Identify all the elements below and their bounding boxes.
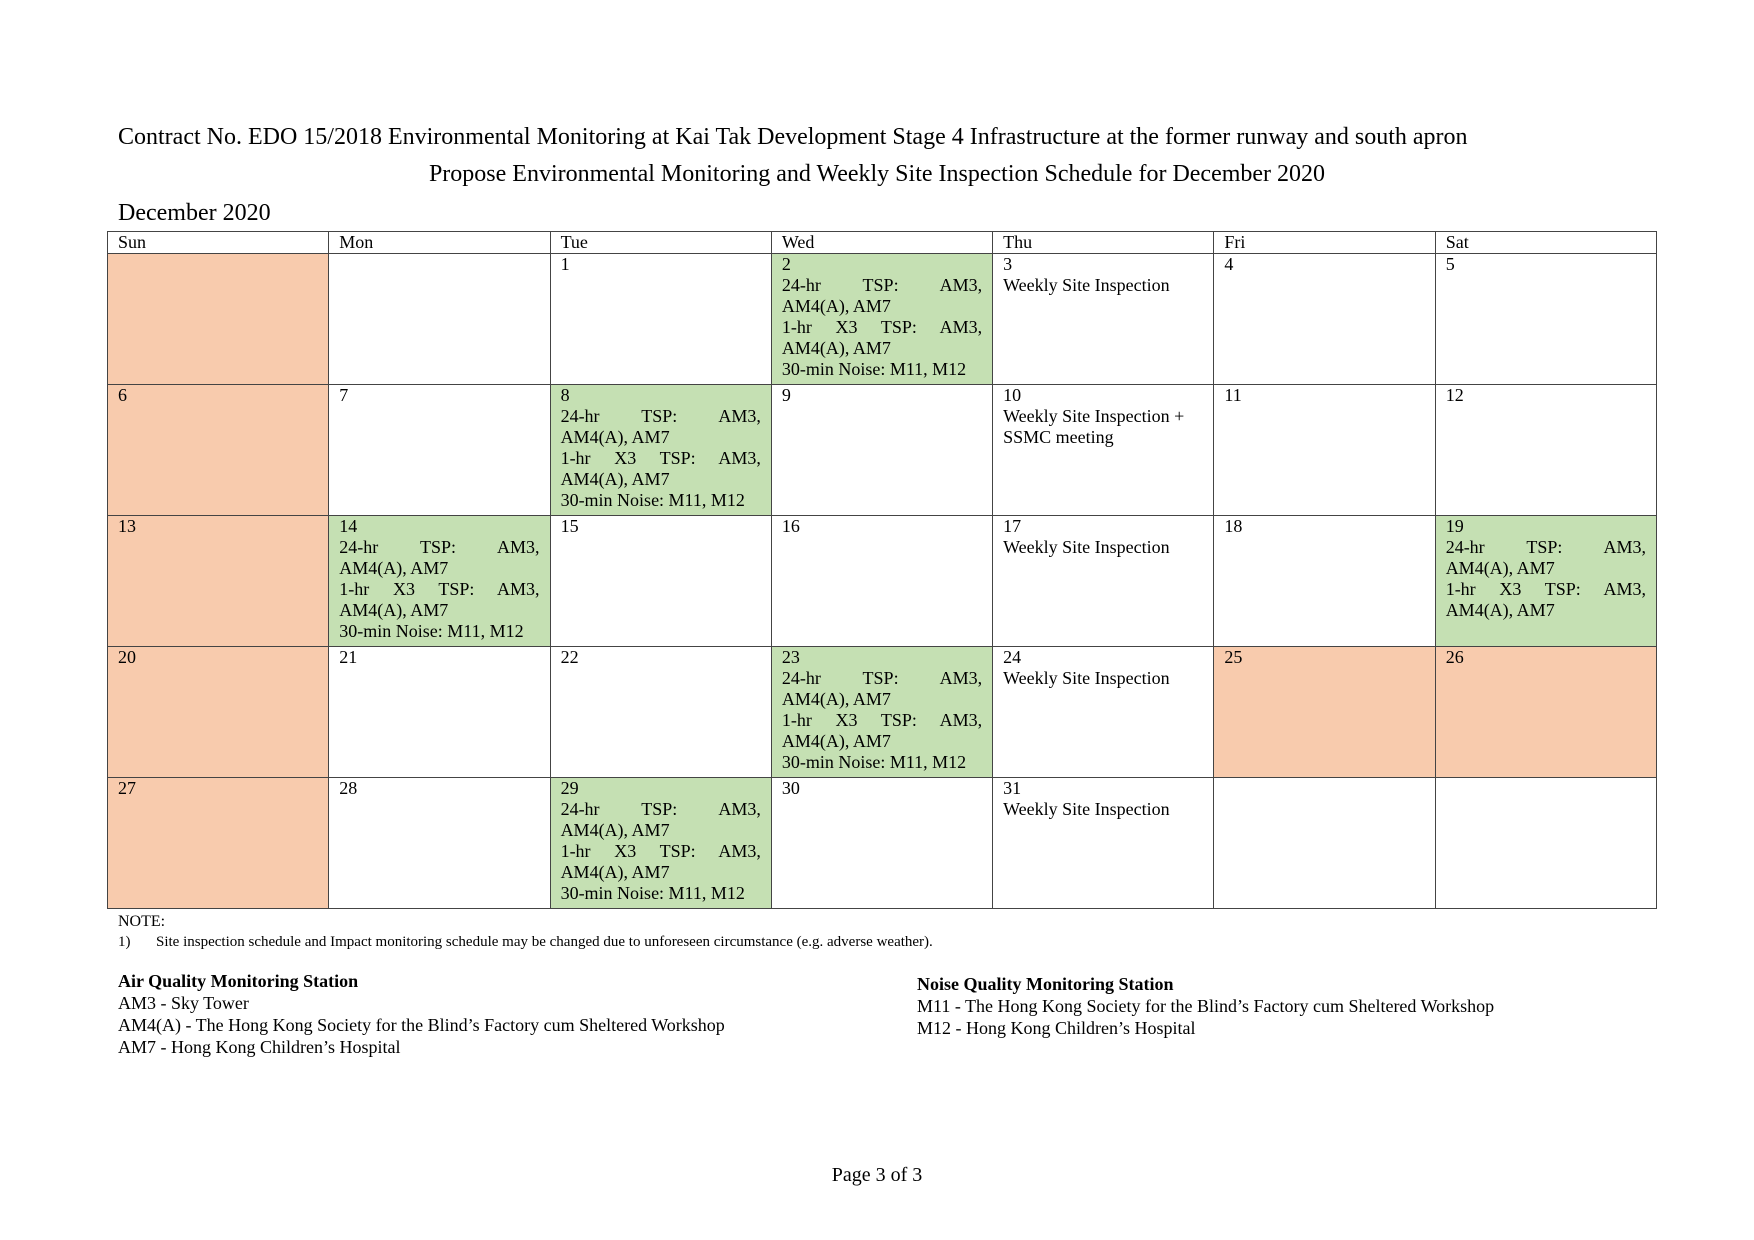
- noise-station-legend: [917, 973, 1494, 1039]
- event-line: Weekly Site Inspection +: [1003, 406, 1185, 426]
- event-line: 24-hr TSP: AM3,: [781, 275, 983, 295]
- event-line: Weekly Site Inspection: [1003, 799, 1170, 819]
- day-cell: [1214, 778, 1435, 909]
- day-number: 23: [781, 647, 800, 667]
- day-number: 7: [339, 385, 349, 405]
- event-line: AM4(A), AM7: [339, 600, 449, 620]
- note-number: 1): [118, 934, 131, 950]
- day-header: Sun: [108, 232, 329, 254]
- day-cell: [550, 516, 771, 647]
- day-number: 28: [339, 778, 358, 798]
- event-line: AM4(A), AM7: [560, 469, 670, 489]
- air-legend-title: Air Quality Monitoring Station: [118, 971, 359, 991]
- day-number: 21: [339, 647, 358, 667]
- day-cell: [993, 778, 1214, 909]
- noise-legend-item: M11 - The Hong Kong Society for the Blind’s Factory cum Sheltered Workshop: [917, 996, 1495, 1016]
- day-cell: [108, 516, 329, 647]
- day-cell: [1214, 647, 1435, 778]
- day-number: 16: [781, 516, 800, 536]
- event-line: 1-hr X3 TSP: AM3,: [781, 317, 983, 337]
- contract-title: Contract No. EDO 15/2018 Environmental Monitoring at Kai Tak Development Stage 4 Infrastructure at the former runway and south apron: [118, 124, 1468, 150]
- day-number: 6: [118, 385, 127, 405]
- event-line: 30-min Noise: M11, M12: [781, 359, 967, 379]
- week-row: [108, 647, 1657, 778]
- day-cell: [108, 385, 329, 516]
- day-cell: [550, 385, 771, 516]
- event-line: 24-hr TSP: AM3,: [781, 668, 983, 688]
- day-cell: [550, 778, 771, 909]
- day-number: 24: [1003, 647, 1022, 667]
- day-number: 20: [118, 647, 136, 667]
- week-row: [108, 516, 1657, 647]
- calendar-table: [107, 231, 1657, 909]
- day-number: 2: [781, 254, 791, 274]
- event-line: 30-min Noise: M11, M12: [560, 883, 745, 903]
- day-number: 10: [1003, 385, 1022, 405]
- day-cell: [1435, 778, 1656, 909]
- day-number: 18: [1224, 516, 1243, 536]
- event-line: Weekly Site Inspection: [1003, 537, 1170, 557]
- day-cell: [329, 254, 550, 385]
- air-legend-item: AM4(A) - The Hong Kong Society for the Blind’s Factory cum Sheltered Workshop: [118, 1015, 725, 1035]
- day-number: 19: [1445, 516, 1464, 536]
- day-cell: [993, 647, 1214, 778]
- event-line: AM4(A), AM7: [781, 689, 891, 709]
- event-line: AM4(A), AM7: [560, 820, 670, 840]
- day-cell: [993, 254, 1214, 385]
- event-line: 24-hr TSP: AM3,: [339, 537, 540, 557]
- day-cell: [108, 254, 329, 385]
- day-cell: [771, 778, 992, 909]
- event-line: 30-min Noise: M11, M12: [560, 490, 745, 510]
- event-line: AM4(A), AM7: [1445, 558, 1555, 578]
- month-label: December 2020: [118, 200, 271, 226]
- day-header: Sat: [1435, 232, 1656, 254]
- page-footer: Page 3 of 3: [831, 1164, 923, 1186]
- day-number: 1: [560, 254, 570, 274]
- note-text: Site inspection schedule and Impact monitoring schedule may be changed due to unforeseen circumstance (e.g. adverse weather).: [156, 934, 933, 950]
- note-item: [118, 934, 933, 951]
- event-line: 24-hr TSP: AM3,: [1445, 537, 1646, 557]
- day-cell: [329, 385, 550, 516]
- event-line: 1-hr X3 TSP: AM3,: [560, 841, 761, 861]
- day-number: 15: [560, 516, 579, 536]
- schedule-title: Propose Environmental Monitoring and Weekly Site Inspection Schedule for December 2020: [428, 161, 1326, 187]
- day-cell: [1435, 647, 1656, 778]
- day-cell: [108, 778, 329, 909]
- day-header: Thu: [993, 232, 1214, 254]
- event-line: 1-hr X3 TSP: AM3,: [1445, 579, 1646, 599]
- air-legend-item: AM7 - Hong Kong Children’s Hospital: [118, 1037, 401, 1057]
- day-cell: [771, 647, 992, 778]
- week-row: [108, 778, 1657, 909]
- event-line: 1-hr X3 TSP: AM3,: [339, 579, 540, 599]
- day-cell: [329, 516, 550, 647]
- event-line: AM4(A), AM7: [560, 427, 670, 447]
- day-cell: [108, 647, 329, 778]
- day-cell: [550, 647, 771, 778]
- event-line: 1-hr X3 TSP: AM3,: [560, 448, 761, 468]
- day-cell: [771, 254, 992, 385]
- day-cell: [1435, 254, 1656, 385]
- air-station-legend: [118, 970, 725, 1058]
- calendar-header-row: [108, 232, 1657, 254]
- day-cell: [1435, 385, 1656, 516]
- event-line: 24-hr TSP: AM3,: [560, 406, 761, 426]
- event-line: AM4(A), AM7: [781, 731, 891, 751]
- event-line: AM4(A), AM7: [781, 296, 891, 316]
- day-cell: [771, 516, 992, 647]
- air-legend-item: AM3 - Sky Tower: [118, 993, 249, 1013]
- day-number: 30: [781, 778, 800, 798]
- event-line: Weekly Site Inspection: [1003, 275, 1170, 295]
- calendar-body: [108, 254, 1657, 909]
- day-cell: [771, 385, 992, 516]
- event-line: AM4(A), AM7: [781, 338, 891, 358]
- day-header: Tue: [550, 232, 771, 254]
- day-number: 5: [1445, 254, 1455, 274]
- week-row: [108, 385, 1657, 516]
- day-header: Mon: [329, 232, 550, 254]
- note-title: NOTE:: [118, 913, 166, 930]
- day-cell: [329, 647, 550, 778]
- day-number: 22: [560, 647, 579, 667]
- day-number: 3: [1003, 254, 1013, 274]
- day-number: 17: [1003, 516, 1022, 536]
- event-line: AM4(A), AM7: [339, 558, 449, 578]
- day-number: 13: [118, 516, 136, 536]
- day-cell: [329, 778, 550, 909]
- day-number: 12: [1445, 385, 1464, 405]
- day-number: 27: [118, 778, 136, 798]
- day-cell: [993, 516, 1214, 647]
- day-number: 8: [560, 385, 570, 405]
- day-number: 26: [1445, 647, 1464, 667]
- day-number: 11: [1224, 385, 1242, 405]
- day-number: 9: [781, 385, 791, 405]
- day-number: 29: [560, 778, 579, 798]
- event-line: AM4(A), AM7: [560, 862, 670, 882]
- noise-legend-title: Noise Quality Monitoring Station: [917, 974, 1174, 994]
- event-line: SSMC meeting: [1003, 427, 1114, 447]
- day-header: Fri: [1214, 232, 1435, 254]
- day-cell: [1214, 385, 1435, 516]
- day-cell: [1435, 516, 1656, 647]
- day-cell: [993, 385, 1214, 516]
- week-row: [108, 254, 1657, 385]
- day-number: 25: [1224, 647, 1243, 667]
- event-line: Weekly Site Inspection: [1003, 668, 1170, 688]
- noise-legend-item: M12 - Hong Kong Children’s Hospital: [917, 1018, 1196, 1038]
- day-number: 4: [1224, 254, 1234, 274]
- event-line: 1-hr X3 TSP: AM3,: [781, 710, 983, 730]
- day-header: Wed: [771, 232, 992, 254]
- day-cell: [550, 254, 771, 385]
- event-line: 24-hr TSP: AM3,: [560, 799, 761, 819]
- event-line: 30-min Noise: M11, M12: [781, 752, 967, 772]
- day-number: 31: [1003, 778, 1022, 798]
- event-line: 30-min Noise: M11, M12: [339, 621, 524, 641]
- day-cell: [1214, 254, 1435, 385]
- day-cell: [1214, 516, 1435, 647]
- day-number: 14: [339, 516, 358, 536]
- event-line: AM4(A), AM7: [1445, 600, 1555, 620]
